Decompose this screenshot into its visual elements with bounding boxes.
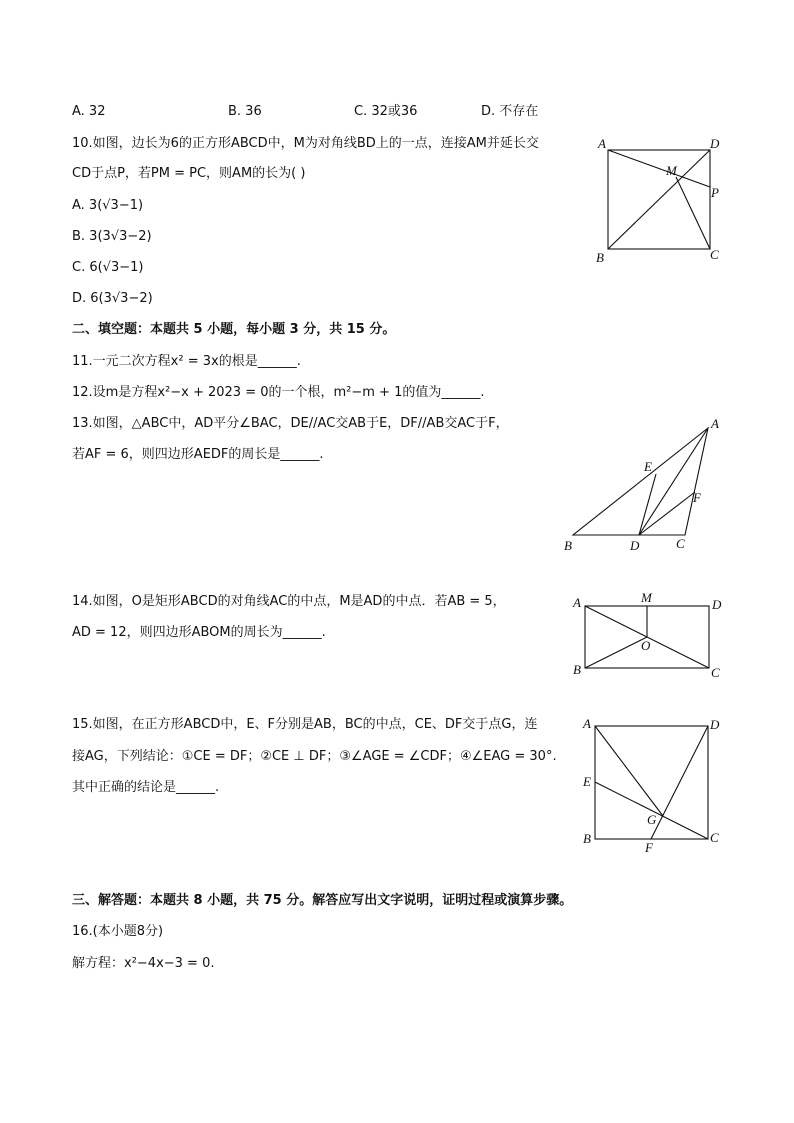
q9-option-d: D. 不存在 (481, 104, 539, 119)
label-b: B (573, 662, 581, 677)
q14-rectangle-figure (565, 588, 735, 683)
segment-ap (608, 150, 710, 187)
label-c: C (710, 830, 719, 845)
q10-option-c: C. 6(√3−1) (72, 260, 144, 275)
q13-triangle-figure (560, 414, 735, 556)
q15-stem-line2: 接AG，下列结论：①CE = DF；②CE ⊥ DF；③∠AGE = ∠CDF；④∠EAG = 30°. (72, 749, 557, 764)
q12-stem: 12.设m是方程x²−x + 2023 = 0的一个根，m²−m + 1的值为______. (72, 385, 485, 400)
label-d: D (712, 597, 722, 612)
label-b: B (583, 831, 591, 846)
q16-body: 解方程：x²−4x−3 = 0. (72, 956, 215, 971)
segment-bo (585, 637, 647, 668)
label-d: D (710, 717, 720, 732)
label-f: F (645, 840, 653, 855)
q10-option-d: D. 6(3√3−2) (72, 291, 153, 306)
diagonal-bd (608, 150, 710, 249)
q15-stem-line3: 其中正确的结论是______. (72, 780, 220, 795)
segment-de (639, 474, 656, 535)
q10-stem-line1: 10.如图，边长为6的正方形ABCD中，M为对角线BD上的一点，连接AM并延长交 (72, 136, 539, 151)
label-c: C (711, 665, 720, 680)
segment-ad (639, 428, 708, 535)
triangle-abc (573, 428, 708, 535)
label-b: B (596, 250, 604, 265)
q13-stem-line1: 13.如图，△ABC中，AD平分∠BAC，DE//AC交AB于E，DF//AB交AC于F， (72, 416, 509, 431)
q15-stem-line1: 15.如图，在正方形ABCD中，E、F分别是AB，BC的中点，CE、DF交于点G，连 (72, 717, 538, 732)
segment-ag (595, 726, 663, 816)
label-p: P (711, 185, 719, 200)
label-b: B (564, 538, 572, 553)
label-c: C (676, 536, 685, 551)
label-d: D (630, 538, 640, 553)
q13-stem-line2: 若AF = 6，则四边形AEDF的周长是______. (72, 447, 324, 462)
label-f: F (693, 490, 701, 505)
segment-mc (676, 177, 710, 249)
label-e: E (583, 774, 591, 789)
label-c: C (710, 247, 719, 262)
q9-option-a: A. 32 (72, 104, 106, 119)
label-d: D (710, 136, 720, 151)
q15-square-figure (575, 712, 735, 857)
section-3-heading: 三、解答题：本题共 8 小题，共 75 分。解答应写出文字说明，证明过程或演算步骤。 (72, 893, 573, 908)
q10-stem-line2: CD于点P，若PM = PC，则AM的长为( ) (72, 166, 306, 181)
label-m: M (666, 163, 677, 178)
section-2-heading: 二、填空题：本题共 5 小题，每小题 3 分，共 15 分。 (72, 322, 396, 337)
label-e: E (644, 459, 652, 474)
label-o: O (641, 638, 651, 653)
label-a: A (583, 716, 591, 731)
q10-square-figure (590, 132, 730, 267)
q16-heading: 16.(本小题8分) (72, 924, 164, 939)
q10-option-b: B. 3(3√3−2) (72, 229, 152, 244)
q10-option-a: A. 3(√3−1) (72, 198, 144, 213)
label-a: A (573, 595, 581, 610)
label-m: M (641, 590, 652, 605)
q11-stem: 11.一元二次方程x² = 3x的根是______. (72, 354, 301, 369)
label-g: G (647, 812, 657, 827)
q9-option-b: B. 36 (228, 104, 262, 119)
segment-ec (595, 782, 708, 839)
q9-option-c: C. 32或36 (354, 104, 418, 119)
segment-fd (651, 726, 708, 839)
label-a: A (711, 416, 719, 431)
q14-stem-line1: 14.如图，O是矩形ABCD的对角线AC的中点，M是AD的中点．若AB = 5， (72, 594, 506, 609)
q14-stem-line2: AD = 12，则四边形ABOM的周长为______. (72, 625, 326, 640)
label-a: A (598, 136, 606, 151)
